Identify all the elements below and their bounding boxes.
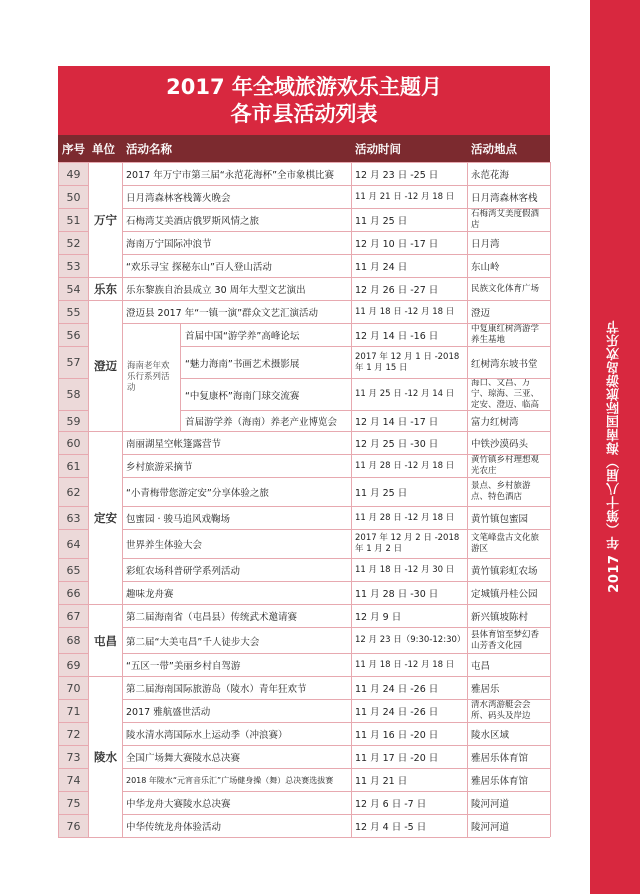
header-time: 活动时间 [355,141,401,156]
activity-place: 文笔峰盘古文化旅游区 [468,529,551,558]
title-line-1: 2017 年全域旅游欢乐主题月 [166,75,442,99]
row-num: 54 [59,277,89,300]
row-num: 52 [59,231,89,254]
row-num: 72 [59,722,89,745]
row-num: 62 [59,477,89,506]
activity-name: 中华龙舟大赛陵水总决赛 [123,791,352,814]
activity-table [58,162,550,838]
activity-name: 第二届海南国际旅游岛（陵水）青年狂欢节 [123,676,352,699]
activity-place: 黄竹镇包蜜园 [468,506,551,529]
side-banner-text: 2017 年（第十八届）海南国际旅游岛欢乐节 [607,320,622,593]
activity-name: 乐东黎族自治县成立 30 周年大型文艺演出 [123,277,352,300]
activity-name: “魅力海南”书画艺术摄影展 [123,346,352,378]
activity-place: 澄迈 [468,300,551,323]
activity-time: 12 月 9 日 [352,604,468,627]
activity-time: 11 月 28 日 -12 月 18 日 [352,454,468,477]
activity-name: “五区一带”美丽乡村自驾游 [123,653,352,676]
row-num: 56 [59,323,89,346]
activity-time: 11 月 16 日 -20 日 [352,722,468,745]
row-num: 55 [59,300,89,323]
activity-place: 陵水区域 [468,722,551,745]
activity-name: 首届中国“游学养”高峰论坛 [123,323,352,346]
activity-document [58,66,550,838]
activity-time: 12 月 23 日 -25 日 [352,162,468,185]
activity-time: 2017 年 12 月 1 日 -2018 年 1 月 15 日 [352,346,468,378]
activity-name: “中复康杯”海南门球交流赛 [123,378,352,410]
activity-time: 2017 年 12 月 2 日 -2018 年 1 月 2 日 [352,529,468,558]
unit-dingan: 定安 [89,431,123,604]
header-num: 序号 [62,141,85,156]
row-num: 70 [59,676,89,699]
activity-name: 南丽湖星空帐篷露营节 [123,431,352,454]
activity-place: 雅居乐 [468,676,551,699]
activity-time: 12 月 26 日 -27 日 [352,277,468,300]
activity-name: “欢乐寻宝 探秘东山”百人登山活动 [123,254,352,277]
activity-name: 澄迈县 2017 年“一镇一演”群众文艺汇演活动 [123,300,352,323]
row-num: 71 [59,699,89,722]
row-num: 67 [59,604,89,627]
row-num: 68 [59,627,89,653]
activity-name: 中华传统龙舟体验活动 [123,814,352,837]
row-num: 75 [59,791,89,814]
unit-ledong: 乐东 [89,277,123,300]
row-num: 74 [59,768,89,791]
activity-place: 海口、文昌、万宁、琼海、三亚、定安、澄迈、临高 [468,378,551,410]
activity-name: 陵水清水湾国际水上运动季（冲浪赛） [123,722,352,745]
activity-name: 世界养生体验大会 [123,529,352,558]
row-num: 64 [59,529,89,558]
document-title [58,66,550,135]
row-num: 63 [59,506,89,529]
unit-chengmai: 澄迈 [89,300,123,431]
activity-place: 红树湾东坡书堂 [468,346,551,378]
row-num: 66 [59,581,89,604]
activity-time: 11 月 21 日 -12 月 18 日 [352,185,468,208]
activity-time: 11 月 18 日 -12 月 18 日 [352,300,468,323]
title-line-2: 各市县活动列表 [230,102,378,126]
activity-time: 11 月 25 日 [352,208,468,231]
activity-place: 中铁沙漠码头 [468,431,551,454]
activity-place: 清水湾游艇会会所、码头及岸边 [468,699,551,722]
activity-place: 新兴镇坡陈村 [468,604,551,627]
row-num: 51 [59,208,89,231]
activity-name: 首届游学养（海南）养老产业博览会 [123,410,352,431]
unit-wanning: 万宁 [89,162,123,277]
row-num: 58 [59,378,89,410]
activity-place: 黄竹镇彩虹农场 [468,558,551,581]
table-header [58,135,550,162]
activity-time: 12 月 25 日 -30 日 [352,431,468,454]
header-name: 活动名称 [126,141,172,156]
activity-name: 2018 年陵水“元宵音乐汇”广场健身操（舞）总决赛选拔赛 [123,768,352,791]
activity-name: 乡村旅游采摘节 [123,454,352,477]
activity-name: 海南万宁国际冲浪节 [123,231,352,254]
activity-time: 12 月 6 日 -7 日 [352,791,468,814]
activity-name: 全国广场舞大赛陵水总决赛 [123,745,352,768]
row-num: 65 [59,558,89,581]
activity-name: “小青梅带您游定安”分享体验之旅 [123,477,352,506]
activity-name: 日月湾森林客栈篝火晚会 [123,185,352,208]
activity-place: 石梅湾艾美度假酒店 [468,208,551,231]
activity-place: 日月湾 [468,231,551,254]
row-num: 69 [59,653,89,676]
activity-place: 陵河河道 [468,791,551,814]
chengmai-sub-label: 海南老年欢乐行系列活动 [123,323,181,431]
row-num: 57 [59,346,89,378]
activity-time: 11 月 24 日 [352,254,468,277]
activity-time: 12 月 14 日 -17 日 [352,410,468,431]
activity-name: 2017 年万宁市第三届“永范花海杯”全市象棋比赛 [123,162,352,185]
activity-place: 富力红树湾 [468,410,551,431]
activity-place: 景点、乡村旅游点、特色酒店 [468,477,551,506]
activity-place: 定城镇丹桂公园 [468,581,551,604]
row-num: 73 [59,745,89,768]
activity-time: 11 月 24 日 -26 日 [352,676,468,699]
activity-place: 中复康红树湾游学养生基地 [468,323,551,346]
activity-time: 11 月 21 日 [352,768,468,791]
header-unit: 单位 [92,141,115,156]
row-num: 60 [59,431,89,454]
activity-time: 11 月 18 日 -12 月 30 日 [352,558,468,581]
header-place: 活动地点 [471,141,517,156]
activity-place: 雅居乐体育馆 [468,745,551,768]
row-num: 49 [59,162,89,185]
activity-name: 包蜜园 · 骏马追风戏鞠场 [123,506,352,529]
activity-time: 11 月 28 日 -30 日 [352,581,468,604]
activity-name: 第二届海南省（屯昌县）传统武术邀请赛 [123,604,352,627]
row-num: 53 [59,254,89,277]
activity-time: 12 月 23 日（9:30-12:30） [352,627,468,653]
activity-place: 屯昌 [468,653,551,676]
activity-place: 县体育馆至梦幻香山芳香文化园 [468,627,551,653]
activity-place: 陵河河道 [468,814,551,837]
activity-time: 11 月 28 日 -12 月 18 日 [352,506,468,529]
side-banner [590,0,640,894]
row-num: 59 [59,410,89,431]
activity-place: 黄竹镇乡村理想观光农庄 [468,454,551,477]
activity-name: 石梅湾艾美酒店俄罗斯风情之旅 [123,208,352,231]
activity-place: 雅居乐体育馆 [468,768,551,791]
activity-place: 民族文化体育广场 [468,277,551,300]
activity-place: 永范花海 [468,162,551,185]
activity-place: 日月湾森林客栈 [468,185,551,208]
row-num: 61 [59,454,89,477]
activity-time: 11 月 18 日 -12 月 18 日 [352,653,468,676]
activity-time: 12 月 14 日 -16 日 [352,323,468,346]
unit-lingshui: 陵水 [89,676,123,837]
activity-time: 11 月 24 日 -26 日 [352,699,468,722]
activity-name: 彩虹农场科普研学系列活动 [123,558,352,581]
activity-time: 11 月 17 日 -20 日 [352,745,468,768]
activity-name: 2017 雅航盛世活动 [123,699,352,722]
activity-time: 12 月 4 日 -5 日 [352,814,468,837]
row-num: 76 [59,814,89,837]
unit-tunchang: 屯昌 [89,604,123,676]
activity-time: 11 月 25 日 [352,477,468,506]
activity-time: 12 月 10 日 -17 日 [352,231,468,254]
activity-name: 趣味龙舟赛 [123,581,352,604]
row-num: 50 [59,185,89,208]
activity-name: 第二届“大美屯昌”千人徒步大会 [123,627,352,653]
activity-time: 11 月 25 日 -12 月 14 日 [352,378,468,410]
activity-place: 东山岭 [468,254,551,277]
